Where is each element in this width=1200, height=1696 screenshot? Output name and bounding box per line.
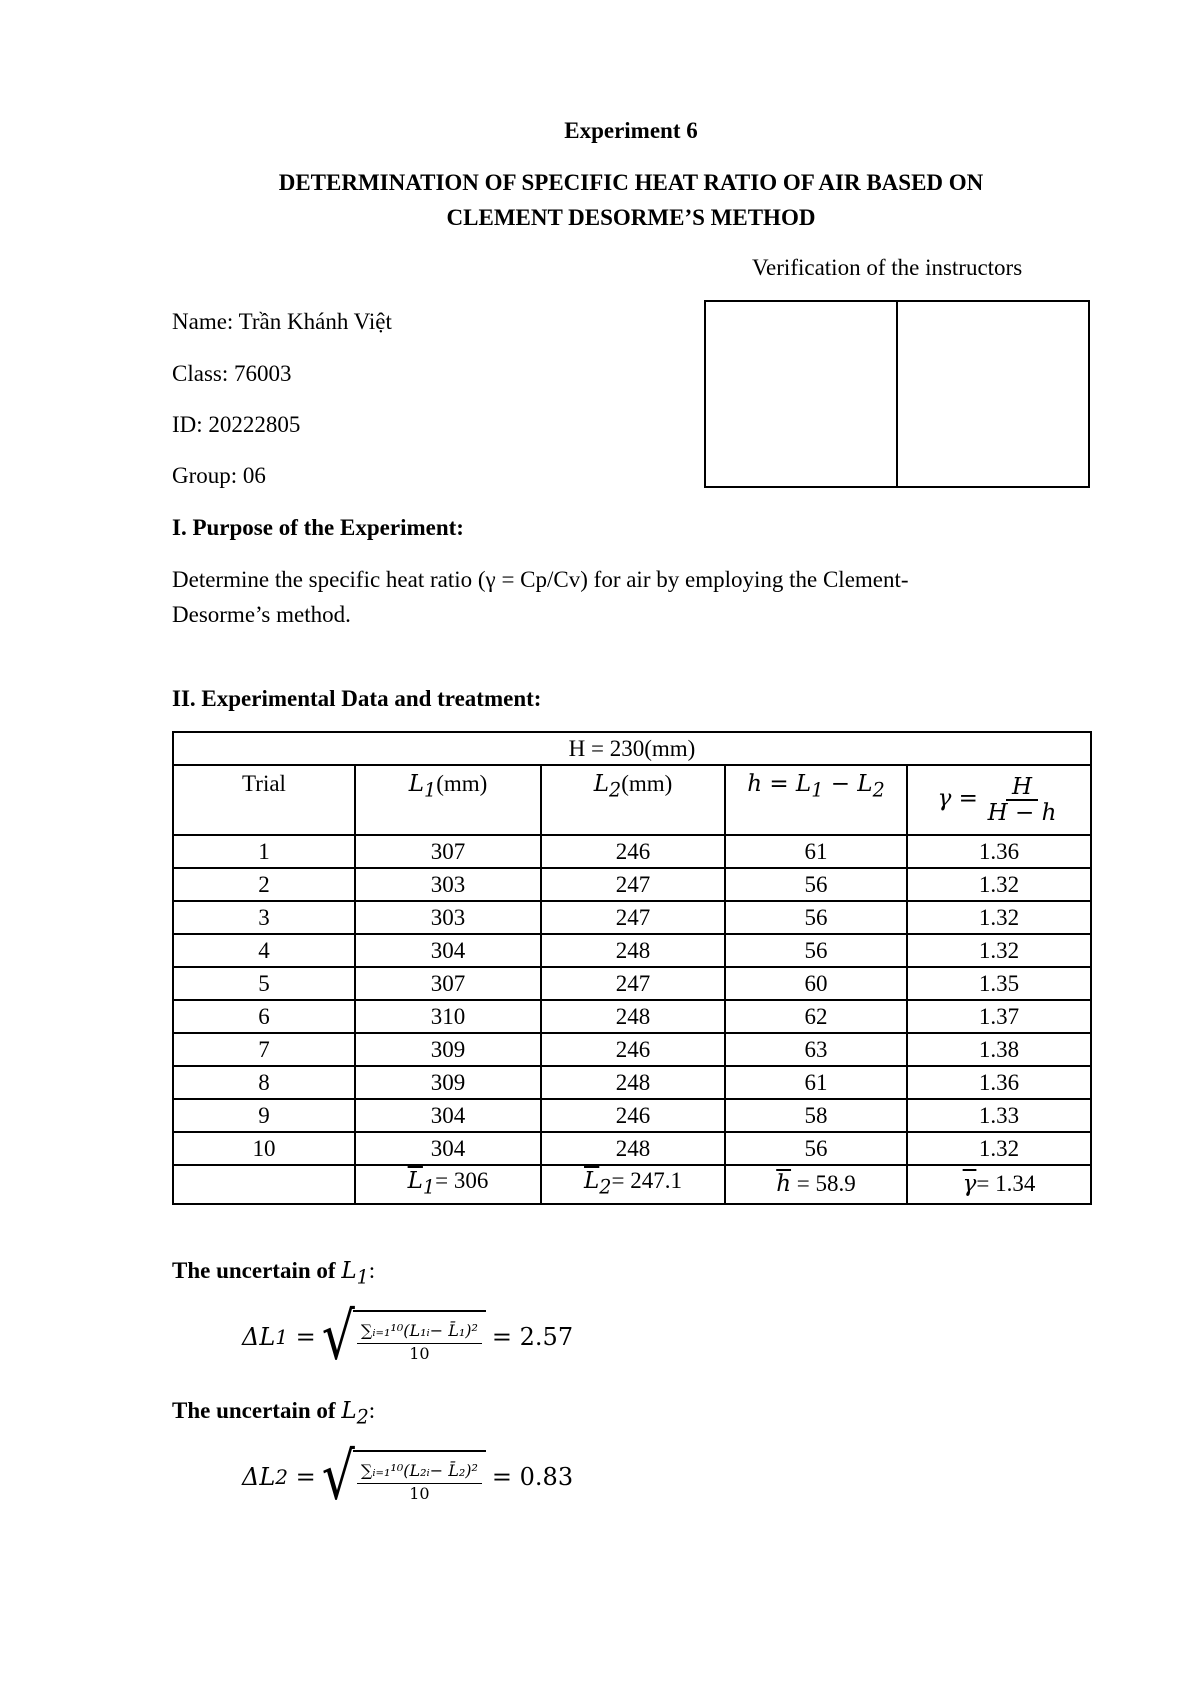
- student-group: Group: 06: [172, 463, 266, 488]
- purpose-text-line-1: Determine the specific heat ratio (γ = Cp/Cv) for air by employing the Clement-: [172, 567, 909, 592]
- verification-cell-left: [706, 302, 896, 486]
- cell-gamma: 1.33: [907, 1099, 1091, 1132]
- h-value-cell: H = 230(mm): [173, 732, 1091, 765]
- table-row: [173, 1099, 1091, 1132]
- cell-h: 56: [725, 901, 907, 934]
- cell-L1: 303: [355, 901, 541, 934]
- header-trial: Trial: [173, 765, 355, 835]
- experiment-number: Experiment 6: [564, 118, 698, 143]
- cell-L1: 307: [355, 835, 541, 868]
- header-gamma: γ = $\frac{H}{H - h}$: [907, 765, 1091, 835]
- uncertainty-L2-formula: ΔL 2 = √ $\frac{\text{∑ᵢ₌₁¹⁰(L₂ᵢ− L̄₂)²}}{10}$ = 0.83: [242, 1439, 574, 1515]
- cell-h: 62: [725, 1000, 907, 1033]
- header-L1: $L_1(mm)$: [355, 765, 541, 835]
- data-table: [172, 731, 1092, 1205]
- cell-L2: 246: [541, 1033, 725, 1066]
- table-row: [173, 1132, 1091, 1165]
- table-row: [173, 868, 1091, 901]
- cell-L1: 304: [355, 1099, 541, 1132]
- cell-L1: 309: [355, 1066, 541, 1099]
- student-id: ID: 20222805: [172, 412, 301, 437]
- cell-trial: 4: [173, 934, 355, 967]
- table-row: [173, 934, 1091, 967]
- table-row: [173, 1000, 1091, 1033]
- cell-gamma: 1.32: [907, 934, 1091, 967]
- cell-h: 60: [725, 967, 907, 1000]
- cell-L2: 248: [541, 1066, 725, 1099]
- cell-trial: 10: [173, 1132, 355, 1165]
- cell-trial: 2: [173, 868, 355, 901]
- cell-gamma: 1.32: [907, 901, 1091, 934]
- header-L2: $L_2(mm)$: [541, 765, 725, 835]
- section-data-heading: II. Experimental Data and treatment:: [172, 686, 542, 711]
- table-row: [173, 1066, 1091, 1099]
- student-name: Name: Trần Khánh Việt: [172, 309, 392, 334]
- cell-gamma: 1.36: [907, 835, 1091, 868]
- table-body: [173, 835, 1091, 1165]
- cell-h: 63: [725, 1033, 907, 1066]
- cell-trial: 3: [173, 901, 355, 934]
- cell-L1: 304: [355, 1132, 541, 1165]
- uncertainty-L2-label: The uncertain of $L_2$:: [172, 1398, 376, 1429]
- student-class: Class: 76003: [172, 361, 292, 386]
- title-line-2: CLEMENT DESORME’S METHOD: [446, 205, 816, 230]
- cell-gamma: 1.38: [907, 1033, 1091, 1066]
- cell-gamma: 1.32: [907, 1132, 1091, 1165]
- cell-L2: 247: [541, 967, 725, 1000]
- cell-trial: 8: [173, 1066, 355, 1099]
- cell-L2: 248: [541, 1132, 725, 1165]
- mean-empty-cell: [173, 1165, 355, 1204]
- cell-L1: 303: [355, 868, 541, 901]
- cell-L2: 247: [541, 901, 725, 934]
- cell-gamma: 1.37: [907, 1000, 1091, 1033]
- table-row: [173, 1033, 1091, 1066]
- purpose-text-line-2: Desorme’s method.: [172, 602, 351, 627]
- table-h-row: [173, 732, 1091, 765]
- table-header-row: [173, 765, 1091, 835]
- cell-trial: 7: [173, 1033, 355, 1066]
- cell-L2: 248: [541, 934, 725, 967]
- cell-L2: 246: [541, 835, 725, 868]
- verification-cell-right: [896, 302, 1088, 486]
- mean-L1: $\overline{L}_1= 306$: [355, 1165, 541, 1204]
- table-row: [173, 967, 1091, 1000]
- cell-h: 61: [725, 835, 907, 868]
- cell-L1: 310: [355, 1000, 541, 1033]
- table-mean-row: [173, 1165, 1091, 1204]
- mean-L2: $\overline{L}_2= 247.1$: [541, 1165, 725, 1204]
- mean-gamma: $\overline{\gamma}= 1.34$: [907, 1165, 1091, 1204]
- cell-h: 61: [725, 1066, 907, 1099]
- cell-L2: 246: [541, 1099, 725, 1132]
- cell-L1: 309: [355, 1033, 541, 1066]
- cell-h: 56: [725, 1132, 907, 1165]
- cell-L2: 248: [541, 1000, 725, 1033]
- cell-trial: 6: [173, 1000, 355, 1033]
- table-row: [173, 901, 1091, 934]
- uncertainty-L1-label: The uncertain of $L_1$:: [172, 1258, 376, 1289]
- cell-h: 58: [725, 1099, 907, 1132]
- verification-label: Verification of the instructors: [752, 255, 1023, 280]
- cell-L1: 304: [355, 934, 541, 967]
- cell-trial: 1: [173, 835, 355, 868]
- cell-gamma: 1.36: [907, 1066, 1091, 1099]
- cell-L2: 247: [541, 868, 725, 901]
- cell-h: 56: [725, 934, 907, 967]
- section-purpose-heading: I. Purpose of the Experiment:: [172, 515, 464, 540]
- title-line-1: DETERMINATION OF SPECIFIC HEAT RATIO OF AIR BASED ON: [278, 170, 984, 195]
- header-h: $h = L_1 - L_2$: [725, 765, 907, 835]
- uncertainty-L1-formula: ΔL 1 = √ $\frac{\text{∑ᵢ₌₁¹⁰(L₁ᵢ− L̄₁)²}}{10}$ = 2.57: [242, 1299, 574, 1375]
- cell-gamma: 1.35: [907, 967, 1091, 1000]
- cell-h: 56: [725, 868, 907, 901]
- mean-h: $\overline{h} = 58.9$: [725, 1165, 907, 1204]
- table-row: [173, 835, 1091, 868]
- cell-gamma: 1.32: [907, 868, 1091, 901]
- cell-L1: 307: [355, 967, 541, 1000]
- cell-trial: 5: [173, 967, 355, 1000]
- instructor-verification-box: [704, 300, 1090, 488]
- cell-trial: 9: [173, 1099, 355, 1132]
